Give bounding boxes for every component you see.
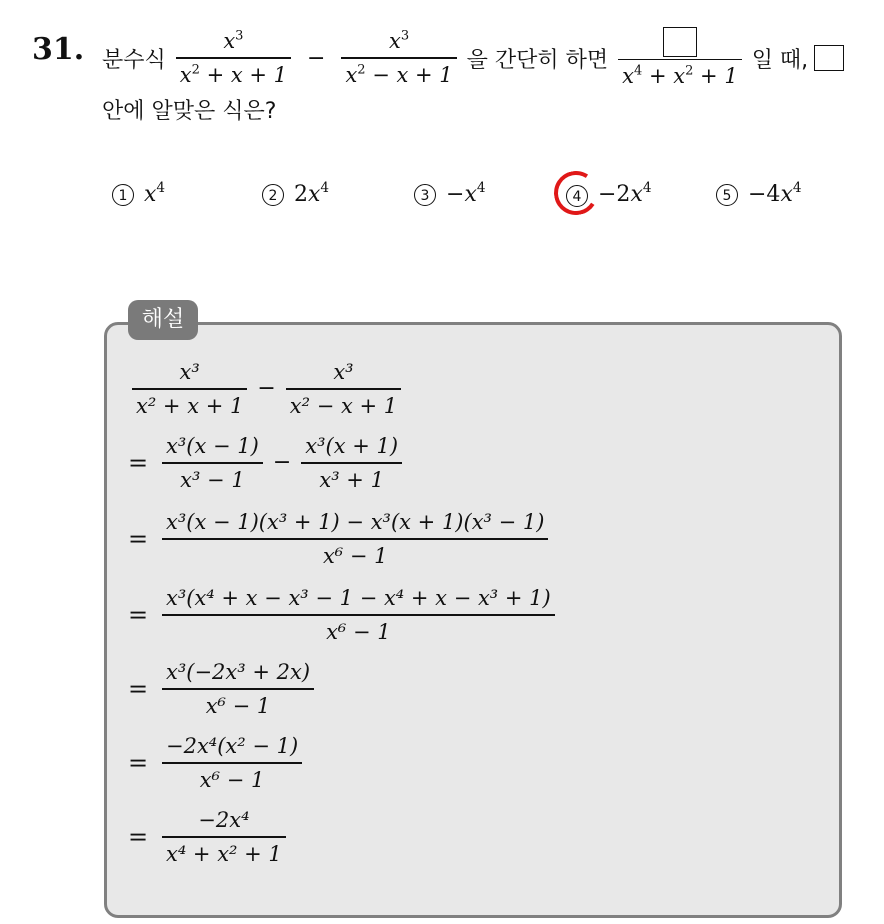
solution-step-3: = $\frac{\text{x³(x − 1)(x³ + 1) − x³(x + 1)(x³ − 1)}}{\text{x⁶ − 1}}$ <box>128 508 552 570</box>
choice-number-icon: 1 <box>112 184 134 206</box>
answer-highlight-circle-icon <box>550 167 602 219</box>
question-number: 31. <box>32 32 85 67</box>
choice-number-icon: 2 <box>262 184 284 206</box>
question-line-1 <box>102 26 844 90</box>
choice-4[interactable]: 4 $-2x^4$ <box>566 182 652 207</box>
solution-label: 해설 <box>128 300 198 340</box>
choice-2[interactable]: 2 $2x^4$ <box>262 182 329 207</box>
solution-step-5: = $\frac{\text{x³(−2x³ + 2x)}}{\text{x⁶ − 1}}$ <box>128 658 318 720</box>
fraction-1: $\frac{x^3}{x^2 + x + 1}$ <box>176 27 291 89</box>
blank-box-icon <box>663 27 697 57</box>
fraction-3: $x^4 + x^2 + 1$ <box>618 26 742 90</box>
solution-step-2: = $\frac{\text{x³(x − 1)}}{\text{x³ − 1}}$ − $\frac{\text{x³(x + 1)}}{\text{x³ + 1}}$ <box>128 432 406 494</box>
choice-1[interactable]: 1 $x^4$ <box>112 182 165 207</box>
choice-3[interactable]: 3 $-x^4$ <box>414 182 486 207</box>
minus-sign: − <box>307 45 326 71</box>
blank-box-icon <box>814 45 844 71</box>
choice-number-icon: 3 <box>414 184 436 206</box>
question-mid: 을 간단히 하면 <box>466 47 609 73</box>
choice-number-icon: 5 <box>716 184 738 206</box>
question-line-2: 안에 알맞은 식은? <box>102 99 277 124</box>
question-lead: 분수식 <box>102 47 166 73</box>
choice-5[interactable]: 5 $-4x^4$ <box>716 182 802 207</box>
choice-number-icon: 4 <box>566 185 588 207</box>
solution-step-7: = $\frac{\text{−2x⁴}}{\text{x⁴ + x² + 1}}$ <box>128 806 290 868</box>
fraction-2: $\frac{x^3}{x^2 - x + 1}$ <box>341 27 456 89</box>
solution-step-1: $\frac{\text{x³}}{\text{x² + x + 1}}$ − $\frac{\text{x³}}{\text{x² − x + 1}}$ <box>128 358 405 420</box>
question-tail: 일 때, <box>751 47 809 73</box>
solution-step-6: = $\frac{\text{−2x⁴(x² − 1)}}{\text{x⁶ − 1}}$ <box>128 732 306 794</box>
solution-step-4: = $\frac{\text{x³(x⁴ + x − x³ − 1 − x⁴ + x − x³ + 1)}}{\text{x⁶ − 1}}$ <box>128 584 559 646</box>
